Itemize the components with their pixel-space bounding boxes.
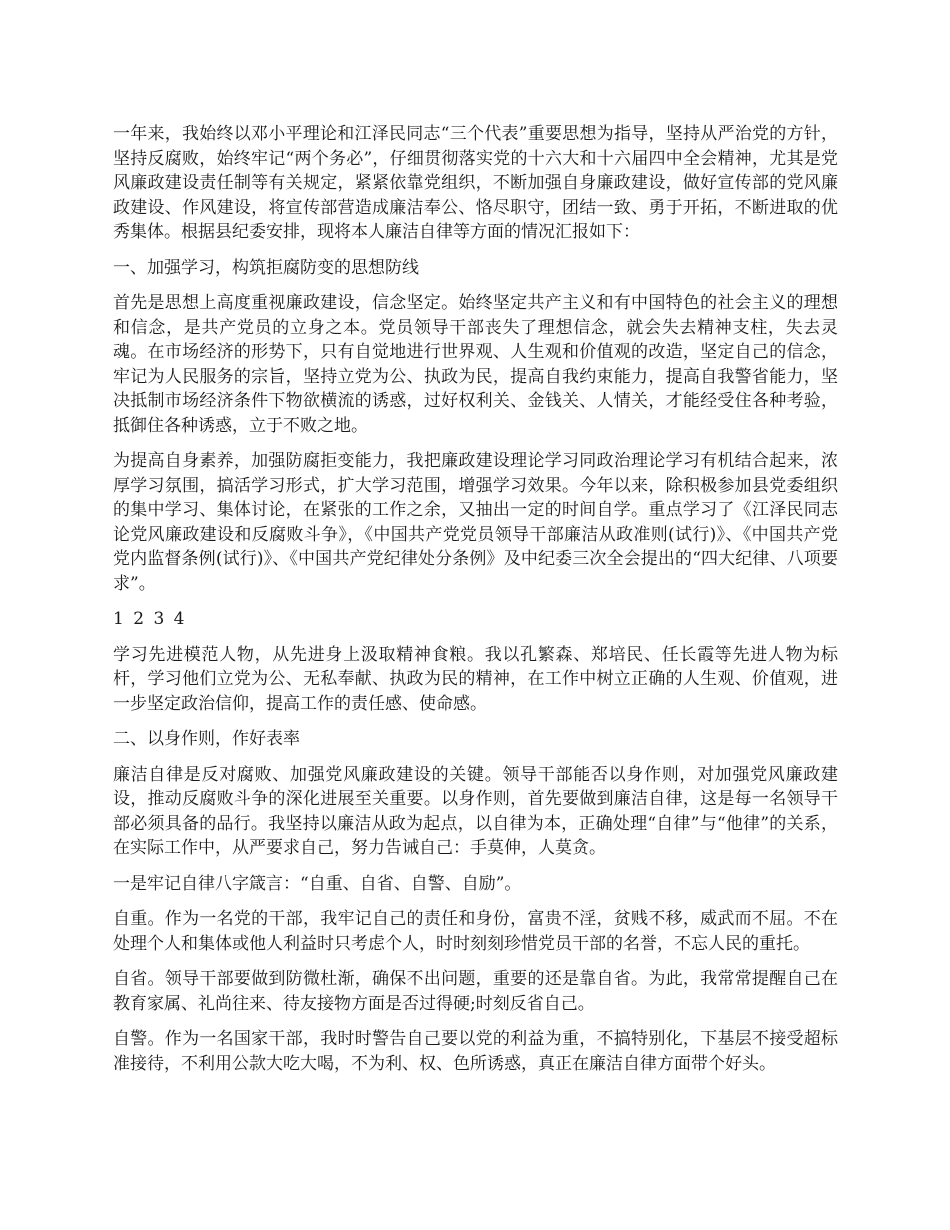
- document-body: [113, 122, 838, 1087]
- body-paragraph: 自重。作为一名党的干部，我牢记自己的责任和身份，富贵不淫，贫贱不移，威武而不屈。不在处理个人和集体或他人利益时只考虑个人，时时刻刻珍惜党员干部的名誉，不忘人民的重托。: [113, 909, 838, 954]
- body-paragraph: 自警。作为一名国家干部，我时时警告自己要以党的利益为重，不搞特别化，下基层不接受超标准接待，不利用公款大吃大喝，不为利、权、色所诱惑，真正在廉洁自律方面带个好头。: [113, 1029, 838, 1074]
- page-number-line: 1 2 3 4: [113, 609, 187, 629]
- body-paragraph: 自省。领导干部要做到防微杜渐，确保不出问题，重要的还是靠自省。为此，我常常提醒自己在教育家属、礼尚往来、待友接物方面是否过得硬;时刻反省自己。: [113, 969, 838, 1014]
- body-paragraph: 首先是思想上高度重视廉政建设，信念坚定。始终坚定共产主义和有中国特色的社会主义的理想和信念，是共产党员的立身之本。党员领导干部丧失了理想信念，就会失去精神支柱，失去灵魂。在市场经济的形势下，只有自觉地进行世界观、人生观和价值观的改造，坚定自己的信念，牢记为人民服务的宗旨，坚持立党为公、执政为民，提高自我约束能力，提高自我警省能力，坚决抵制市场经济条件下物欲横流的诱惑，过好权利关、金钱关、人情关，才能经受住各种考验，抵御住各种诱惑，立于不败之地。: [113, 293, 838, 436]
- body-paragraph: 一是牢记自律八字箴言：“自重、自省、自警、自励”。: [113, 873, 522, 894]
- section-heading-1: 一、加强学习，构筑拒腐防变的思想防线: [113, 257, 419, 278]
- body-paragraph: 为提高自身素养，加强防腐拒变能力，我把廉政建设理论学习同政治理论学习有机结合起来，浓厚学习氛围，搞活学习形式，扩大学习范围，增强学习效果。今年以来，除积极参加县党委组织的集中学习、集体讨论，在紧张的工作之余，又抽出一定的时间自学。重点学习了《江泽民同志论党风廉政建设和反腐败斗争》，《中国共产党党员领导干部廉洁从政准则(试行)》、《中国共产党党内监督条例(试行)》、《中国共产党纪律处分条例》及中纪委三次全会提出的“四大纪律、八项要求”。: [113, 451, 838, 594]
- section-heading-2: 二、以身作则，作好表率: [113, 729, 300, 749]
- body-paragraph: 廉洁自律是反对腐败、加强党风廉政建设的关键。领导干部能否以身作则，对加强党风廉政建设，推动反腐败斗争的深化进展至关重要。以身作则，首先要做到廉洁自律，这是每一名领导干部必须具备的品行。我坚持以廉洁从政为起点，以自律为本，正确处理“自律”与“他律”的关系，在实际工作中，从严要求自己，努力告诫自己：手莫伸，人莫贪。: [113, 764, 838, 858]
- body-paragraph: 学习先进模范人物，从先进身上汲取精神食粮。我以孔繁森、郑培民、任长霞等先进人物为标杆，学习他们立党为公、无私奉献、执政为民的精神，在工作中树立正确的人生观、价值观，进一步坚定政治信仰，提高工作的责任感、使命感。: [113, 644, 838, 714]
- intro-paragraph: 一年来，我始终以邓小平理论和江泽民同志“三个代表”重要思想为指导，坚持从严治党的方针，坚持反腐败，始终牢记“两个务必”，仔细贯彻落实党的十六大和十六届四中全会精神，尤其是党风廉政建设责任制等有关规定，紧紧依靠党组织，不断加强自身廉政建设，做好宣传部的党风廉政建设、作风建设，将宣传部营造成廉洁奉公、恪尽职守，团结一致、勇于开拓，不断进取的优秀集体。根据县纪委安排，现将本人廉洁自律等方面的情况汇报如下：: [113, 124, 838, 242]
